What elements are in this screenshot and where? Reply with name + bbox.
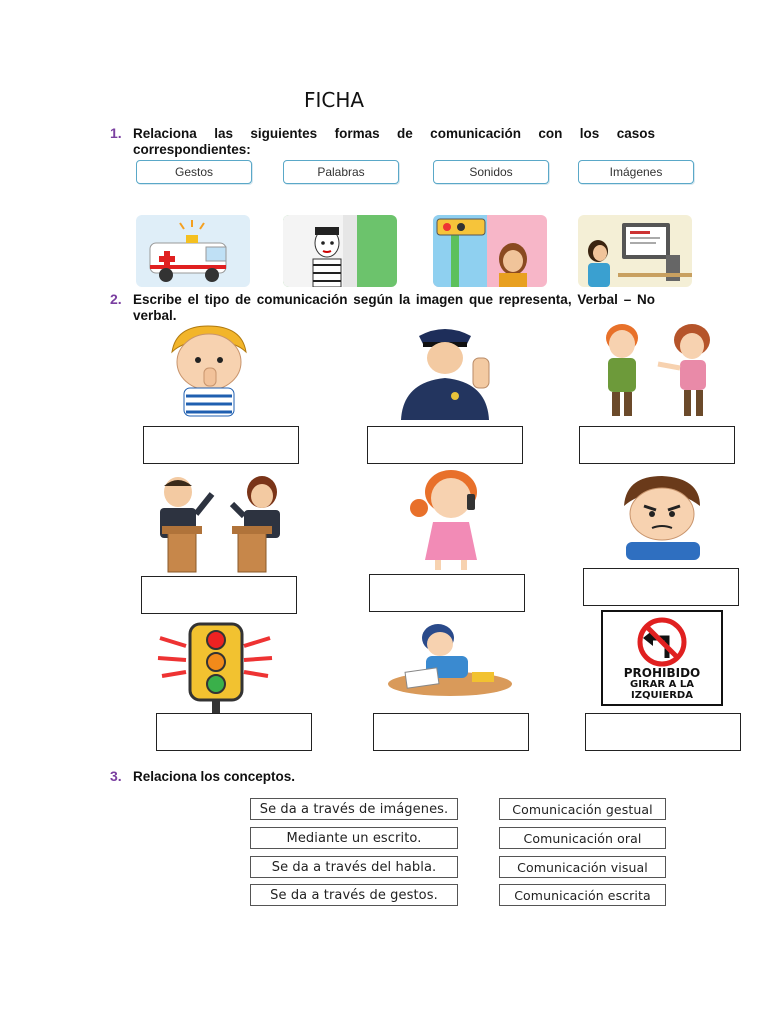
sign-line-3: IZQUIERDA — [631, 690, 693, 701]
angry-boy-picture — [612, 472, 712, 562]
question-2-text: Escribe el tipo de comunicación según la imagen que representa, Verbal – No verbal. — [133, 292, 655, 323]
concept-left-4: Se da a través de gestos. — [250, 884, 458, 906]
concept-right-1: Comunicación gestual — [499, 798, 666, 820]
answer-box-4[interactable] — [141, 576, 297, 614]
quiet-boy-picture — [164, 322, 254, 418]
traffic-light-girl-picture — [433, 215, 547, 287]
police-officer-picture — [395, 322, 495, 420]
concept-right-3: Comunicación visual — [499, 856, 666, 878]
boy-writing-picture — [386, 618, 514, 698]
answer-box-8[interactable] — [373, 713, 529, 751]
girl-phone-picture — [405, 466, 497, 570]
page-title: FICHA — [304, 88, 365, 112]
question-2-number: 2. — [110, 291, 122, 307]
question-3-number: 3. — [110, 768, 122, 784]
traffic-light-picture — [156, 618, 274, 714]
debate-picture — [140, 474, 300, 574]
ambulance-picture — [136, 215, 250, 287]
talking-kids-picture — [588, 320, 728, 420]
question-1-text: Relaciona las siguientes formas de comunicación con los casos correspondientes: — [133, 126, 655, 157]
sign-line-2: GIRAR A LA — [630, 679, 694, 690]
option-sonidos: Sonidos — [433, 160, 549, 184]
sign-line-1: PROHIBIDO — [623, 666, 701, 680]
concept-right-4: Comunicación escrita — [499, 884, 666, 906]
option-gestos: Gestos — [136, 160, 252, 184]
concept-left-1: Se da a través de imágenes. — [250, 798, 458, 820]
question-1-number: 1. — [110, 125, 122, 141]
computer-user-picture — [578, 215, 692, 287]
concept-left-3: Se da a través del habla. — [250, 856, 458, 878]
mime-picture — [283, 215, 397, 287]
answer-box-5[interactable] — [369, 574, 525, 612]
answer-box-6[interactable] — [583, 568, 739, 606]
option-imagenes: Imágenes — [578, 160, 694, 184]
answer-box-3[interactable] — [579, 426, 735, 464]
answer-box-1[interactable] — [143, 426, 299, 464]
prohibited-turn-sign — [601, 610, 723, 706]
answer-box-2[interactable] — [367, 426, 523, 464]
answer-box-7[interactable] — [156, 713, 312, 751]
option-palabras: Palabras — [283, 160, 399, 184]
concept-right-2: Comunicación oral — [499, 827, 666, 849]
concept-left-2: Mediante un escrito. — [250, 827, 458, 849]
question-3-text: Relaciona los conceptos. — [133, 769, 296, 784]
answer-box-9[interactable] — [585, 713, 741, 751]
